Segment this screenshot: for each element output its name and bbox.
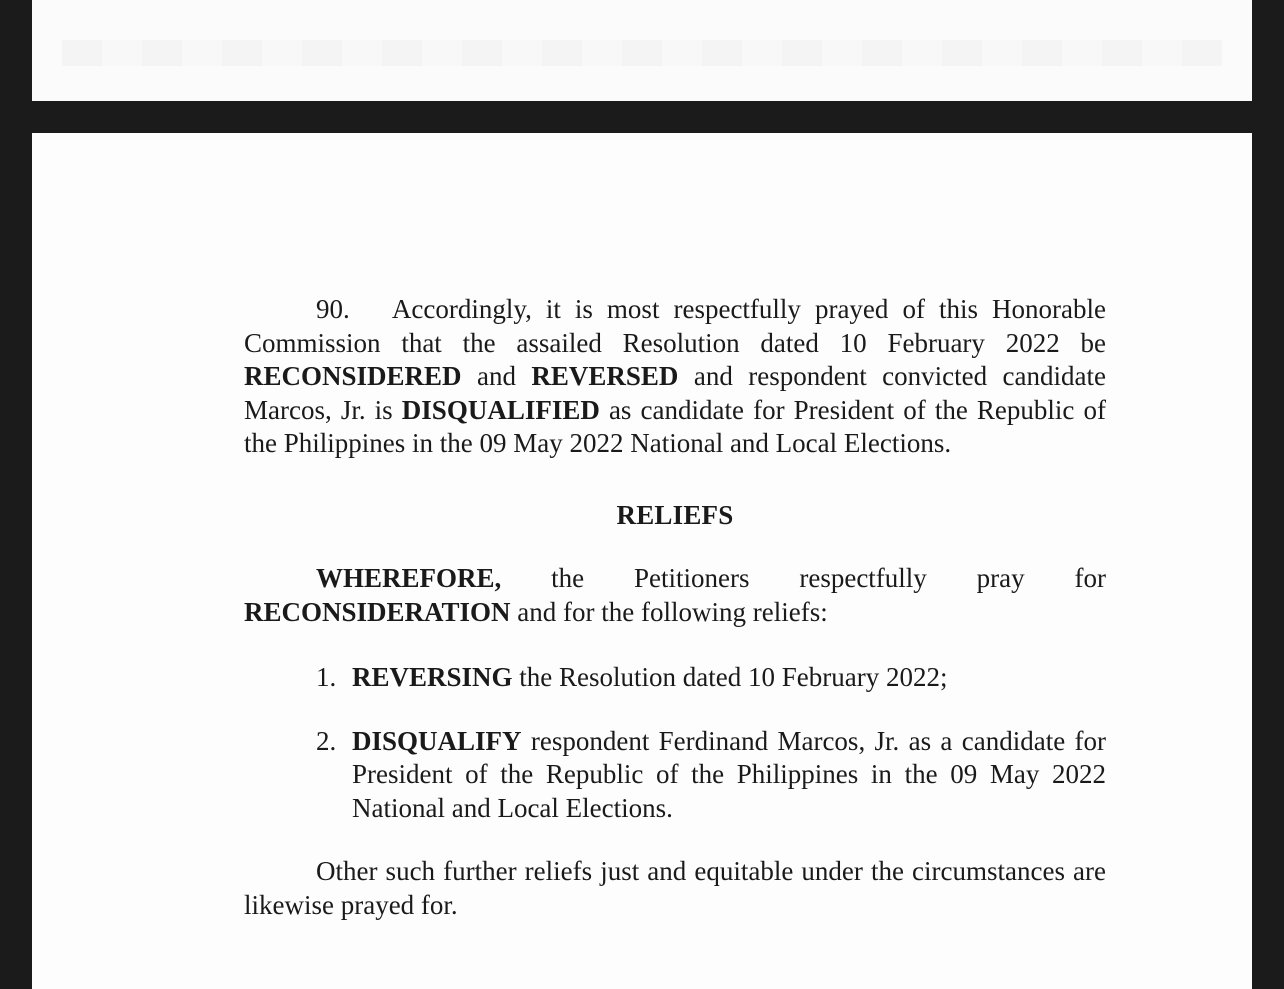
relief-text: the Resolution dated 10 February 2022; xyxy=(512,662,948,692)
paragraph-text: as candidate for President of the Republic of the Philippines in the 09 May 2022 National and Local Elections. xyxy=(244,394,1106,458)
relief-number: 1. xyxy=(316,662,337,692)
bold-reconsidered: RECONSIDERED xyxy=(244,361,462,391)
bold-reversed: REVERSED xyxy=(531,361,679,391)
paragraph-text: the Petitioners respectfully pray for xyxy=(501,563,1106,593)
previous-page[interactable] xyxy=(32,0,1252,101)
relief-item xyxy=(244,725,1106,826)
faded-text-line xyxy=(62,40,1222,66)
paragraph-text: and for the following reliefs: xyxy=(510,596,828,627)
bold-wherefore: WHEREFORE, xyxy=(316,563,502,593)
reliefs-heading: RELIEFS xyxy=(616,499,734,530)
relief-item xyxy=(244,661,1106,695)
relief-number: 2. xyxy=(316,725,337,756)
paragraph-text: and xyxy=(461,361,532,391)
document-page[interactable] xyxy=(32,133,1252,989)
reliefs-list xyxy=(244,661,1106,825)
bold-reconsideration: RECONSIDERATION xyxy=(244,596,511,627)
other-reliefs-paragraph: Other such further reliefs just and equitable under the circumstances are likewise prayed for. xyxy=(244,856,1106,920)
relief-text: respondent Ferdinand Marcos, Jr. as a candidate for President of the Republic of the Philippines in the 09 May 2022 National and Local Elections. xyxy=(352,725,1106,823)
paragraph-text: Accordingly, it is most respectfully prayed of this Honorable Commission that the assailed Resolution dated 10 February 2022 be xyxy=(244,294,1106,358)
wherefore-paragraph xyxy=(244,562,1106,629)
page-content xyxy=(244,293,1106,922)
paragraph-90 xyxy=(244,293,1106,461)
paragraph-text: and respondent convicted candidate Marcos, Jr. is xyxy=(244,361,1106,425)
bold-disqualified: DISQUALIFIED xyxy=(401,394,600,425)
relief-bold: DISQUALIFY xyxy=(352,725,522,756)
relief-bold: REVERSING xyxy=(352,662,513,692)
paragraph-number: 90. xyxy=(316,294,350,324)
